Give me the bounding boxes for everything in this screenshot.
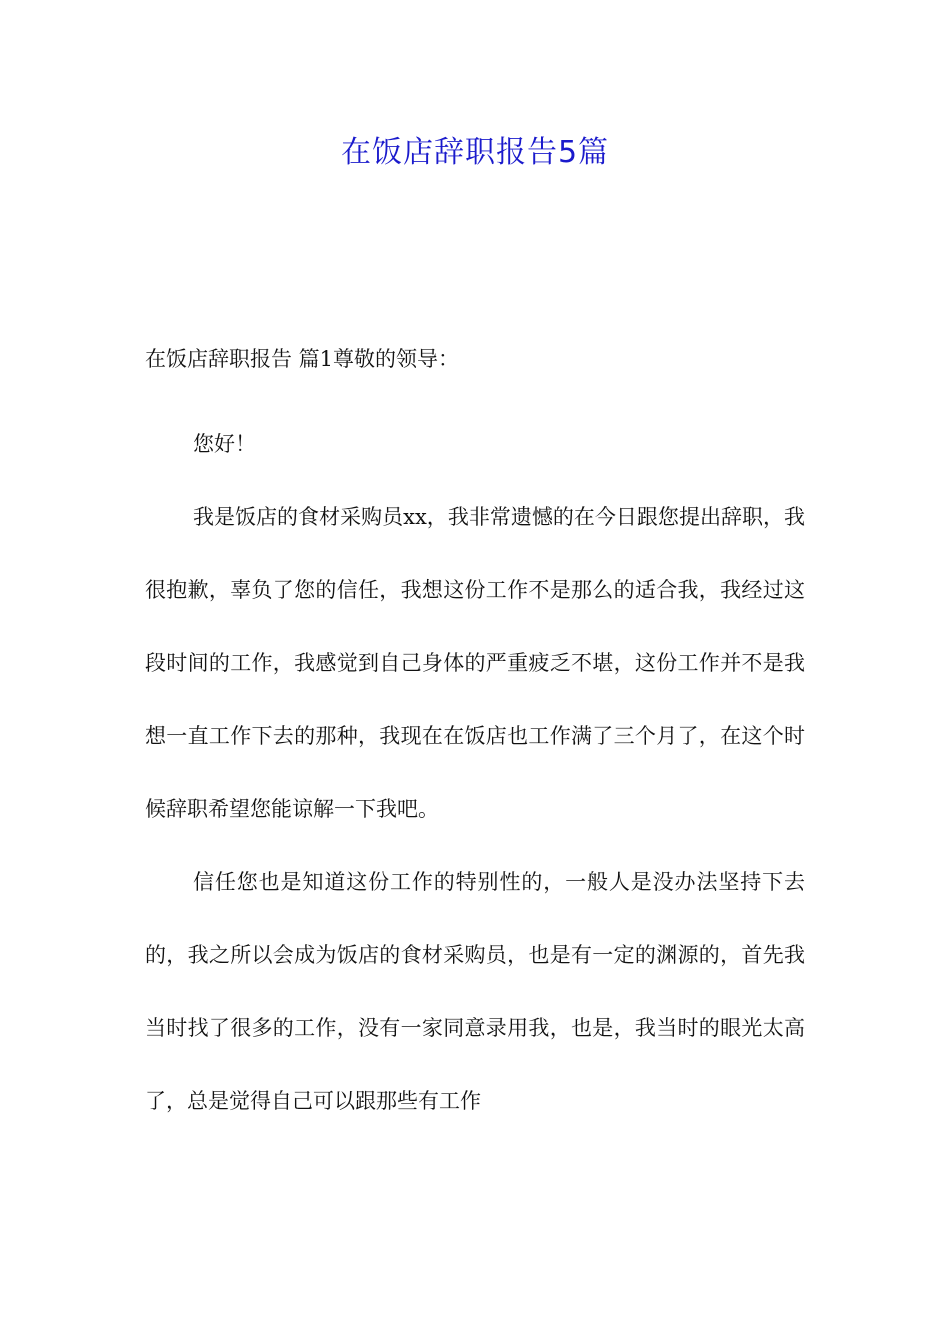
document-title: 在饭店辞职报告5篇 [340,135,610,170]
section-heading: 在饭店辞职报告 篇1尊敬的领导： [145,347,460,371]
body-paragraph: 我是饭店的食材采购员xx，我非常遗憾的在今日跟您提出辞职，我很抱歉，辜负了您的信任，我想这份工作不是那么的适合我，我经过这段时间的工作，我感觉到自己身体的严重疲乏不堪，这份工作并不是我想一直工作下去的那种，我现在在饭店也工作满了三个月了，在这个时候辞职希望您能谅解一下我吧。 [145,505,805,821]
greeting-line: 您好！ [193,432,256,456]
document-body [145,335,805,1138]
body-paragraph: 信任您也是知道这份工作的特别性的，一般人是没办法坚持下去的，我之所以会成为饭店的食材采购员，也是有一定的渊源的，首先我当时找了很多的工作，没有一家同意录用我，也是，我当时的眼光太高了，总是觉得自己可以跟那些有工作 [145,870,805,1113]
